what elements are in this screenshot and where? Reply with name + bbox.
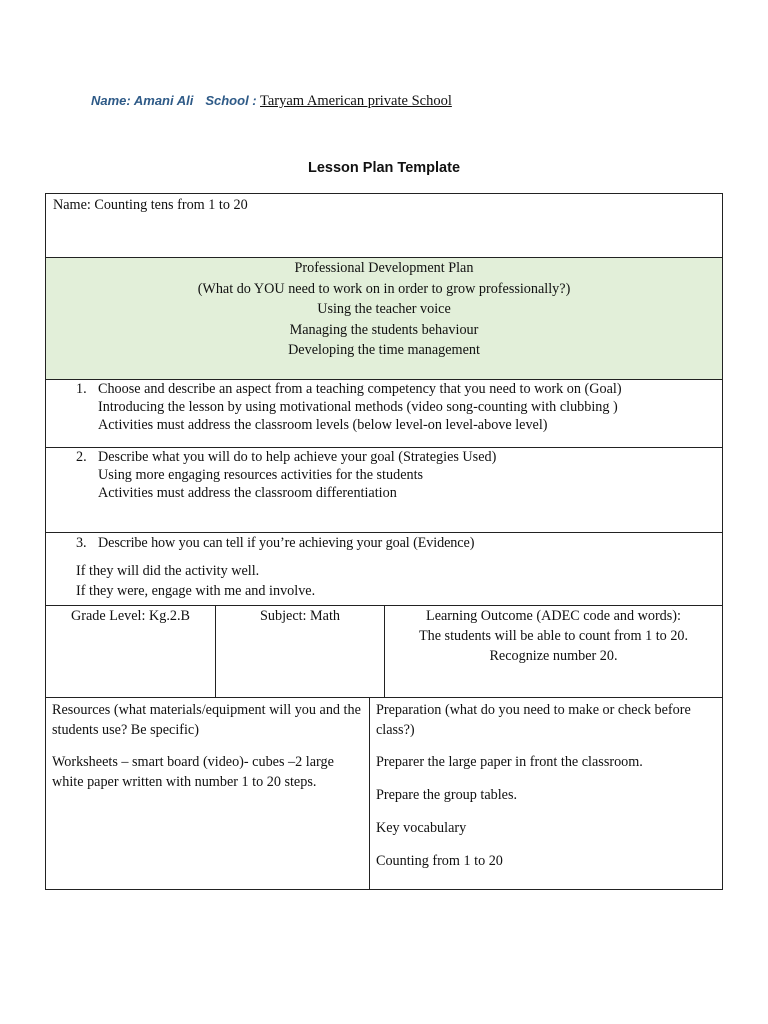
evidence-row: [45, 532, 723, 606]
strategies-answer: Using more engaging resources activities for the students: [98, 467, 424, 483]
strategies-answer: Activities must address the classroom differentiation: [98, 485, 397, 501]
preparation-item: Preparer the large paper in front the classroom.: [376, 754, 643, 770]
school-value: Taryam American private School: [260, 93, 452, 109]
goal-row: [45, 379, 723, 448]
question-number: 2.: [76, 449, 87, 465]
preparation-item: Counting from 1 to 20: [376, 853, 503, 869]
pdp-item: Managing the students behaviour: [289, 321, 479, 338]
question-number: 3.: [76, 535, 87, 551]
lesson-name-row: [45, 193, 723, 258]
pdp-question: (What do YOU need to work on in order to grow professionally?): [197, 280, 571, 297]
grade-level-cell: [45, 605, 216, 698]
professional-development-plan: [45, 257, 723, 380]
preparation-item: Prepare the group tables.: [376, 787, 518, 803]
school-label: School :: [205, 93, 257, 108]
evidence-answer: If they were, engage with me and involve.: [76, 583, 316, 599]
learning-outcome-cell: [384, 605, 723, 698]
document-title: Lesson Plan Template: [307, 160, 461, 176]
question-number: 1.: [76, 381, 87, 397]
header-line: [91, 93, 452, 110]
preparation-cell: [369, 697, 723, 890]
lesson-name: Name: Counting tens from 1 to 20: [53, 197, 248, 213]
evidence-answer: If they will did the activity well.: [76, 563, 260, 579]
goal-answer: Activities must address the classroom levels (below level-on level-above level): [98, 417, 548, 433]
preparation-item: Key vocabulary: [376, 820, 467, 836]
pdp-title: Professional Development Plan: [294, 260, 474, 276]
resources-heading: Resources (what materials/equipment will you and the students use? Be specific): [52, 702, 361, 738]
question-text: Choose and describe an aspect from a teaching competency that you need to work on (Goal): [98, 381, 622, 397]
pdp-item: Developing the time management: [288, 342, 480, 358]
question-text: Describe what you will do to help achieve your goal (Strategies Used): [98, 449, 497, 465]
evidence-question: [76, 534, 722, 552]
goal-answer: Introducing the lesson by using motivational methods (video song-counting with clubbing ): [98, 399, 618, 415]
name-label: Name: Amani Ali: [91, 93, 194, 108]
resources-cell: [45, 697, 370, 890]
preparation-heading: Preparation (what do you need to make or check before class?): [376, 702, 691, 738]
goal-question: [76, 380, 722, 398]
learning-outcome-heading: Learning Outcome (ADEC code and words):: [426, 608, 681, 624]
subject-cell: [215, 605, 385, 698]
pdp-item: Using the teacher voice: [317, 301, 451, 317]
learning-outcome-line: The students will be able to count from 1 to 20.: [418, 628, 689, 644]
grade-level: Grade Level: Kg.2.B: [71, 608, 190, 624]
resources-body: Worksheets – smart board (video)- cubes –2 large white paper written with number 1 to 20 steps.: [52, 754, 334, 790]
strategies-question: [76, 448, 722, 466]
learning-outcome-line: Recognize number 20.: [489, 648, 618, 664]
strategies-row: [45, 447, 723, 533]
question-text: Describe how you can tell if you’re achieving your goal (Evidence): [98, 535, 475, 551]
subject: Subject: Math: [260, 608, 340, 624]
